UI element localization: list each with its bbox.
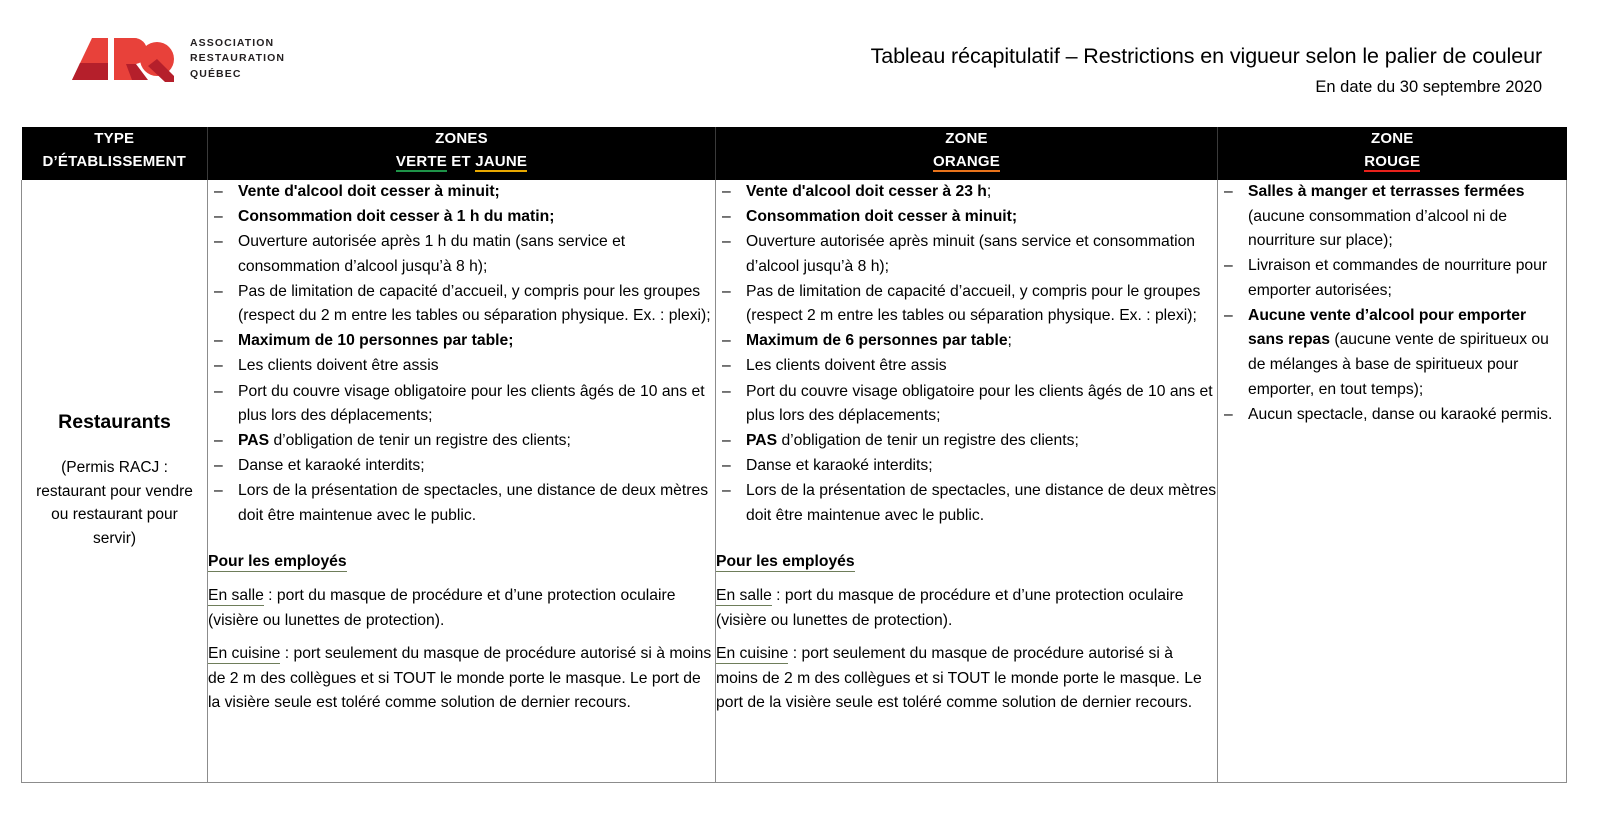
rule-item [716,479,1217,528]
rule-item [208,205,715,230]
rule-emphasis: Salles à manger et terrasses fermées [1248,183,1525,200]
rule-item [208,429,715,454]
column-header-orange-line2 [716,150,1217,173]
rule-item [1218,180,1566,254]
employees-text-salle-vj: : port du masque de procédure et d’une protection oculaire (visière ou lunettes de protection). [208,586,676,629]
rule-text: Pas de limitation de capacité d’accueil, y compris pour les groupes (respect du 2 m entre les tables ou séparation physique. Ex. : plexi); [238,282,711,325]
employees-paragraph-cuisine-or [716,642,1217,716]
rule-emphasis: PAS [238,432,270,450]
employees-paragraph-salle-vj [208,584,715,633]
column-header-type-line1: TYPE [94,130,135,147]
title-block [871,44,1542,97]
employees-label-cuisine-or: En cuisine [716,645,789,663]
rule-emphasis: Vente d'alcool doit cesser à minuit; [238,183,500,200]
employees-label-cuisine-vj: En cuisine [208,645,281,663]
logo-word-association: ASSOCIATION [190,37,275,50]
rule-item [1218,403,1566,428]
cell-establishment-type [22,180,208,782]
column-header-zones-verte-jaune [208,127,716,180]
employees-heading-vj: Pour les employés [208,553,347,571]
table-body [22,180,1567,782]
column-header-rouge-line1: ZONE [1371,130,1414,147]
rule-text: d’obligation de tenir un registre des clients; [269,432,571,450]
rule-emphasis: Maximum de 10 personnes par table; [238,332,514,350]
rule-emphasis: Consommation doit cesser à 1 h du matin; [238,208,555,226]
employees-text-cuisine-vj: : port seulement du masque de procédure autorisé si à moins de 2 m des collègues et si TOUT le monde porte le masque. Le port de la visière seule est toléré comme solution de dernier recours. [208,645,712,712]
rule-text: Lors de la présentation de spectacles, une distance de deux mètres doit être maintenue avec le public. [238,482,709,524]
document-header [0,0,1600,118]
rule-text: Les clients doivent être assis [238,357,439,375]
restrictions-table [21,127,1567,783]
rule-item [716,180,1217,205]
rule-text: Danse et karaoké interdits; [238,457,425,475]
employees-paragraph-salle-or [716,584,1217,633]
column-header-zones-line2 [208,150,715,173]
zone-rouge-label: ROUGE [1364,153,1421,171]
employees-text-cuisine-or: : port seulement du masque de procédure autorisé si à moins de 2 m des collègues et si TOUT le monde porte le masque. Le port de la visière seule est toléré comme solution de dernier recours. [716,645,1202,712]
rule-text: Livraison et commandes de nourriture pour emporter autorisées; [1248,257,1548,299]
rule-text: ; [1007,332,1012,350]
column-header-orange-line1: ZONE [945,130,988,147]
rule-item [716,380,1217,429]
rule-text: (aucune consommation d’alcool ni de nourriture sur place); [1248,207,1507,250]
rule-item [208,329,715,354]
rule-item [716,230,1217,279]
rule-item [208,380,715,429]
logo-word-restauration: RESTAURATION [190,52,286,65]
column-header-zone-rouge [1218,127,1567,180]
page-title: Tableau récapitulatif – Restrictions en vigueur selon le palier de couleur [870,44,1542,68]
establishment-name: Restaurants [58,410,171,433]
rule-item [716,329,1217,354]
employees-label-salle-vj: En salle [208,586,264,604]
column-header-rouge-line2 [1218,150,1567,173]
rule-item [1218,254,1566,303]
rule-text: Pas de limitation de capacité d’accueil, y compris pour le groupes (respect 2 m entre les tables ou séparation physique. Ex. : plexi); [746,282,1201,325]
employees-paragraph-cuisine-vj [208,642,715,716]
rule-item [716,454,1217,479]
rule-text: d’obligation de tenir un registre des clients; [777,432,1079,450]
column-header-type-line2: D’ÉTABLISSEMENT [42,153,187,171]
column-header-type [22,127,208,180]
rule-emphasis: Vente d'alcool doit cesser à 23 h [746,183,987,200]
rule-text: ; [986,183,992,200]
rule-emphasis: Maximum de 6 personnes par table [746,332,1008,350]
rules-list-verte-jaune [208,180,715,528]
table-row [22,180,1567,782]
rule-emphasis: Aucune vente d’alcool pour emporter sans repas [1248,306,1527,349]
arq-logo-wordmark [190,36,285,82]
zone-jaune-label: JAUNE [475,153,528,171]
rule-emphasis: Consommation doit cesser à minuit; [746,208,1018,226]
logo-word-quebec: QUÉBEC [190,67,242,80]
rule-text: Port du couvre visage obligatoire pour les clients âgés de 10 ans et plus lors des déplacements; [746,382,1213,425]
cell-zone-verte-jaune [208,180,716,782]
rule-text: Ouverture autorisée après 1 h du matin (sans service et consommation d’alcool jusqu’à 8 h); [238,233,626,275]
rule-item [716,280,1217,329]
rule-item [208,479,715,528]
arq-logo [70,36,285,82]
rule-text: Port du couvre visage obligatoire pour les clients âgés de 10 ans et plus lors des déplacements; [238,382,705,425]
rule-text: (aucune vente de spiritueux ou de mélanges à base de spiritueux pour emporter, en tout temps); [1248,331,1549,398]
employees-text-salle-or: : port du masque de procédure et d’une protection oculaire (visière ou lunettes de protection). [716,586,1184,629]
rule-item [208,230,715,279]
column-header-zone-orange [716,127,1218,180]
rule-text: Lors de la présentation de spectacles, une distance de deux mètres doit être maintenue avec le public. [746,482,1217,524]
employees-heading-or: Pour les employés [716,553,855,571]
rule-item [208,180,715,205]
rules-list-rouge [1218,180,1566,427]
rule-item [208,354,715,379]
arq-logo-mark [70,36,174,82]
rule-item [716,205,1217,230]
rule-text: Aucun spectacle, danse ou karaoké permis. [1248,405,1553,423]
rule-emphasis: PAS [746,432,778,450]
rule-item [208,454,715,479]
rule-item [716,354,1217,379]
rule-item [716,429,1217,454]
cell-zone-orange [716,180,1218,782]
cell-zone-rouge [1218,180,1567,782]
zone-verte-label: VERTE [395,153,447,171]
rule-text: Danse et karaoké interdits; [746,457,933,475]
employees-label-salle-or: En salle [716,586,772,604]
zone-join-label: ET [446,153,476,171]
establishment-note: (Permis RACJ : restaurant pour vendre ou restaurant pour servir) [36,459,193,547]
zone-orange-label: ORANGE [932,153,1001,171]
page-date: En date du 30 septembre 2020 [1315,78,1542,96]
table-header-row [22,127,1567,180]
column-header-zones-line1: ZONES [435,130,488,147]
rule-item [208,280,715,329]
rule-text: Ouverture autorisée après minuit (sans service et consommation d’alcool jusqu’à 8 h); [746,233,1196,275]
rule-item [1218,304,1566,402]
rule-text: Les clients doivent être assis [746,357,947,375]
rules-list-orange [716,180,1217,528]
